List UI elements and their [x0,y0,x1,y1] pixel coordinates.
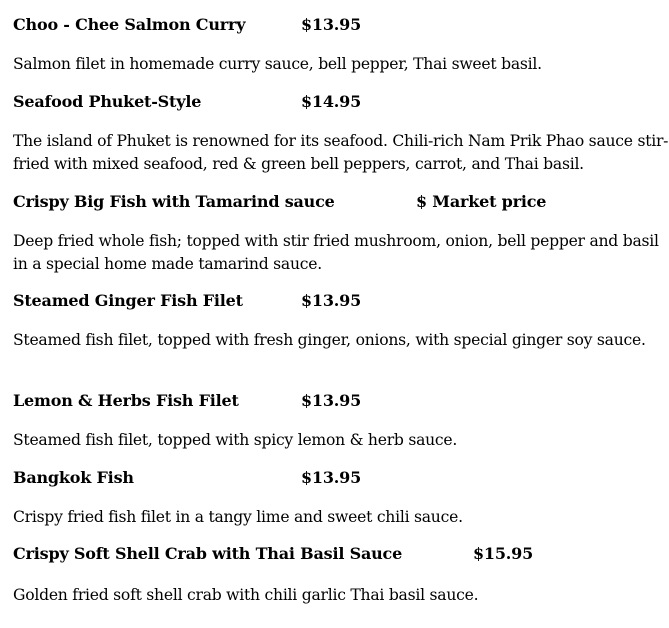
menu-item-name: Seafood Phuket-Style [13,92,202,111]
menu-item-header [13,291,669,313]
menu-item-description: Crispy fried fish filet in a tangy lime and sweet chili sauce. [13,508,463,526]
menu-item-description: The island of Phuket is renowned for its seafood. Chili-rich Nam Prik Phao sauce stir-fried with mixed seafood, red & green bell peppers, carrot, and Thai basil. [13,132,669,173]
menu-item-crispy-big-fish [13,192,669,273]
menu-item-header [13,391,669,413]
menu-item-description: Deep fried whole fish; topped with stir fried mushroom, onion, bell pepper and basil in a special home made tamarind sauce. [13,232,659,273]
menu-item-description: Steamed fish filet, topped with fresh ginger, onions, with special ginger soy sauce. [13,331,646,349]
menu-item-steamed-ginger-fish-filet [13,291,669,349]
menu-item-crispy-soft-shell-crab [13,544,669,604]
menu-item-price: $ Market price [416,192,547,211]
menu-item-choo-chee-salmon-curry [13,15,669,73]
menu-item-description: Golden fried soft shell crab with chili garlic Thai basil sauce. [13,586,479,604]
menu-item-price: $13.95 [301,291,362,310]
menu-item-bangkok-fish [13,468,669,526]
menu-item-name: Bangkok Fish [13,468,134,487]
seafood-menu [13,0,669,628]
menu-item-price: $13.95 [301,468,362,487]
menu-item-header [13,92,669,114]
menu-item-description: Steamed fish filet, topped with spicy lemon & herb sauce. [13,431,458,449]
menu-item-price: $13.95 [301,15,362,34]
menu-item-header [13,192,669,214]
menu-item-name: Crispy Big Fish with Tamarind sauce [13,192,335,211]
menu-item-header [13,468,669,490]
menu-item-name: Lemon & Herbs Fish Filet [13,391,239,410]
menu-item-header [13,15,669,37]
menu-item-price: $14.95 [301,92,362,111]
menu-item-price: $15.95 [473,544,534,563]
menu-item-price: $13.95 [301,391,362,410]
menu-item-name: Crispy Soft Shell Crab with Thai Basil Sauce [13,544,403,563]
menu-item-name: Steamed Ginger Fish Filet [13,291,243,310]
menu-item-name: Choo - Chee Salmon Curry [13,15,246,34]
menu-item-header [13,544,669,566]
menu-item-lemon-herbs-fish-filet [13,391,669,449]
menu-item-seafood-phuket-style [13,92,669,173]
menu-item-description: Salmon filet in homemade curry sauce, bell pepper, Thai sweet basil. [13,55,542,73]
